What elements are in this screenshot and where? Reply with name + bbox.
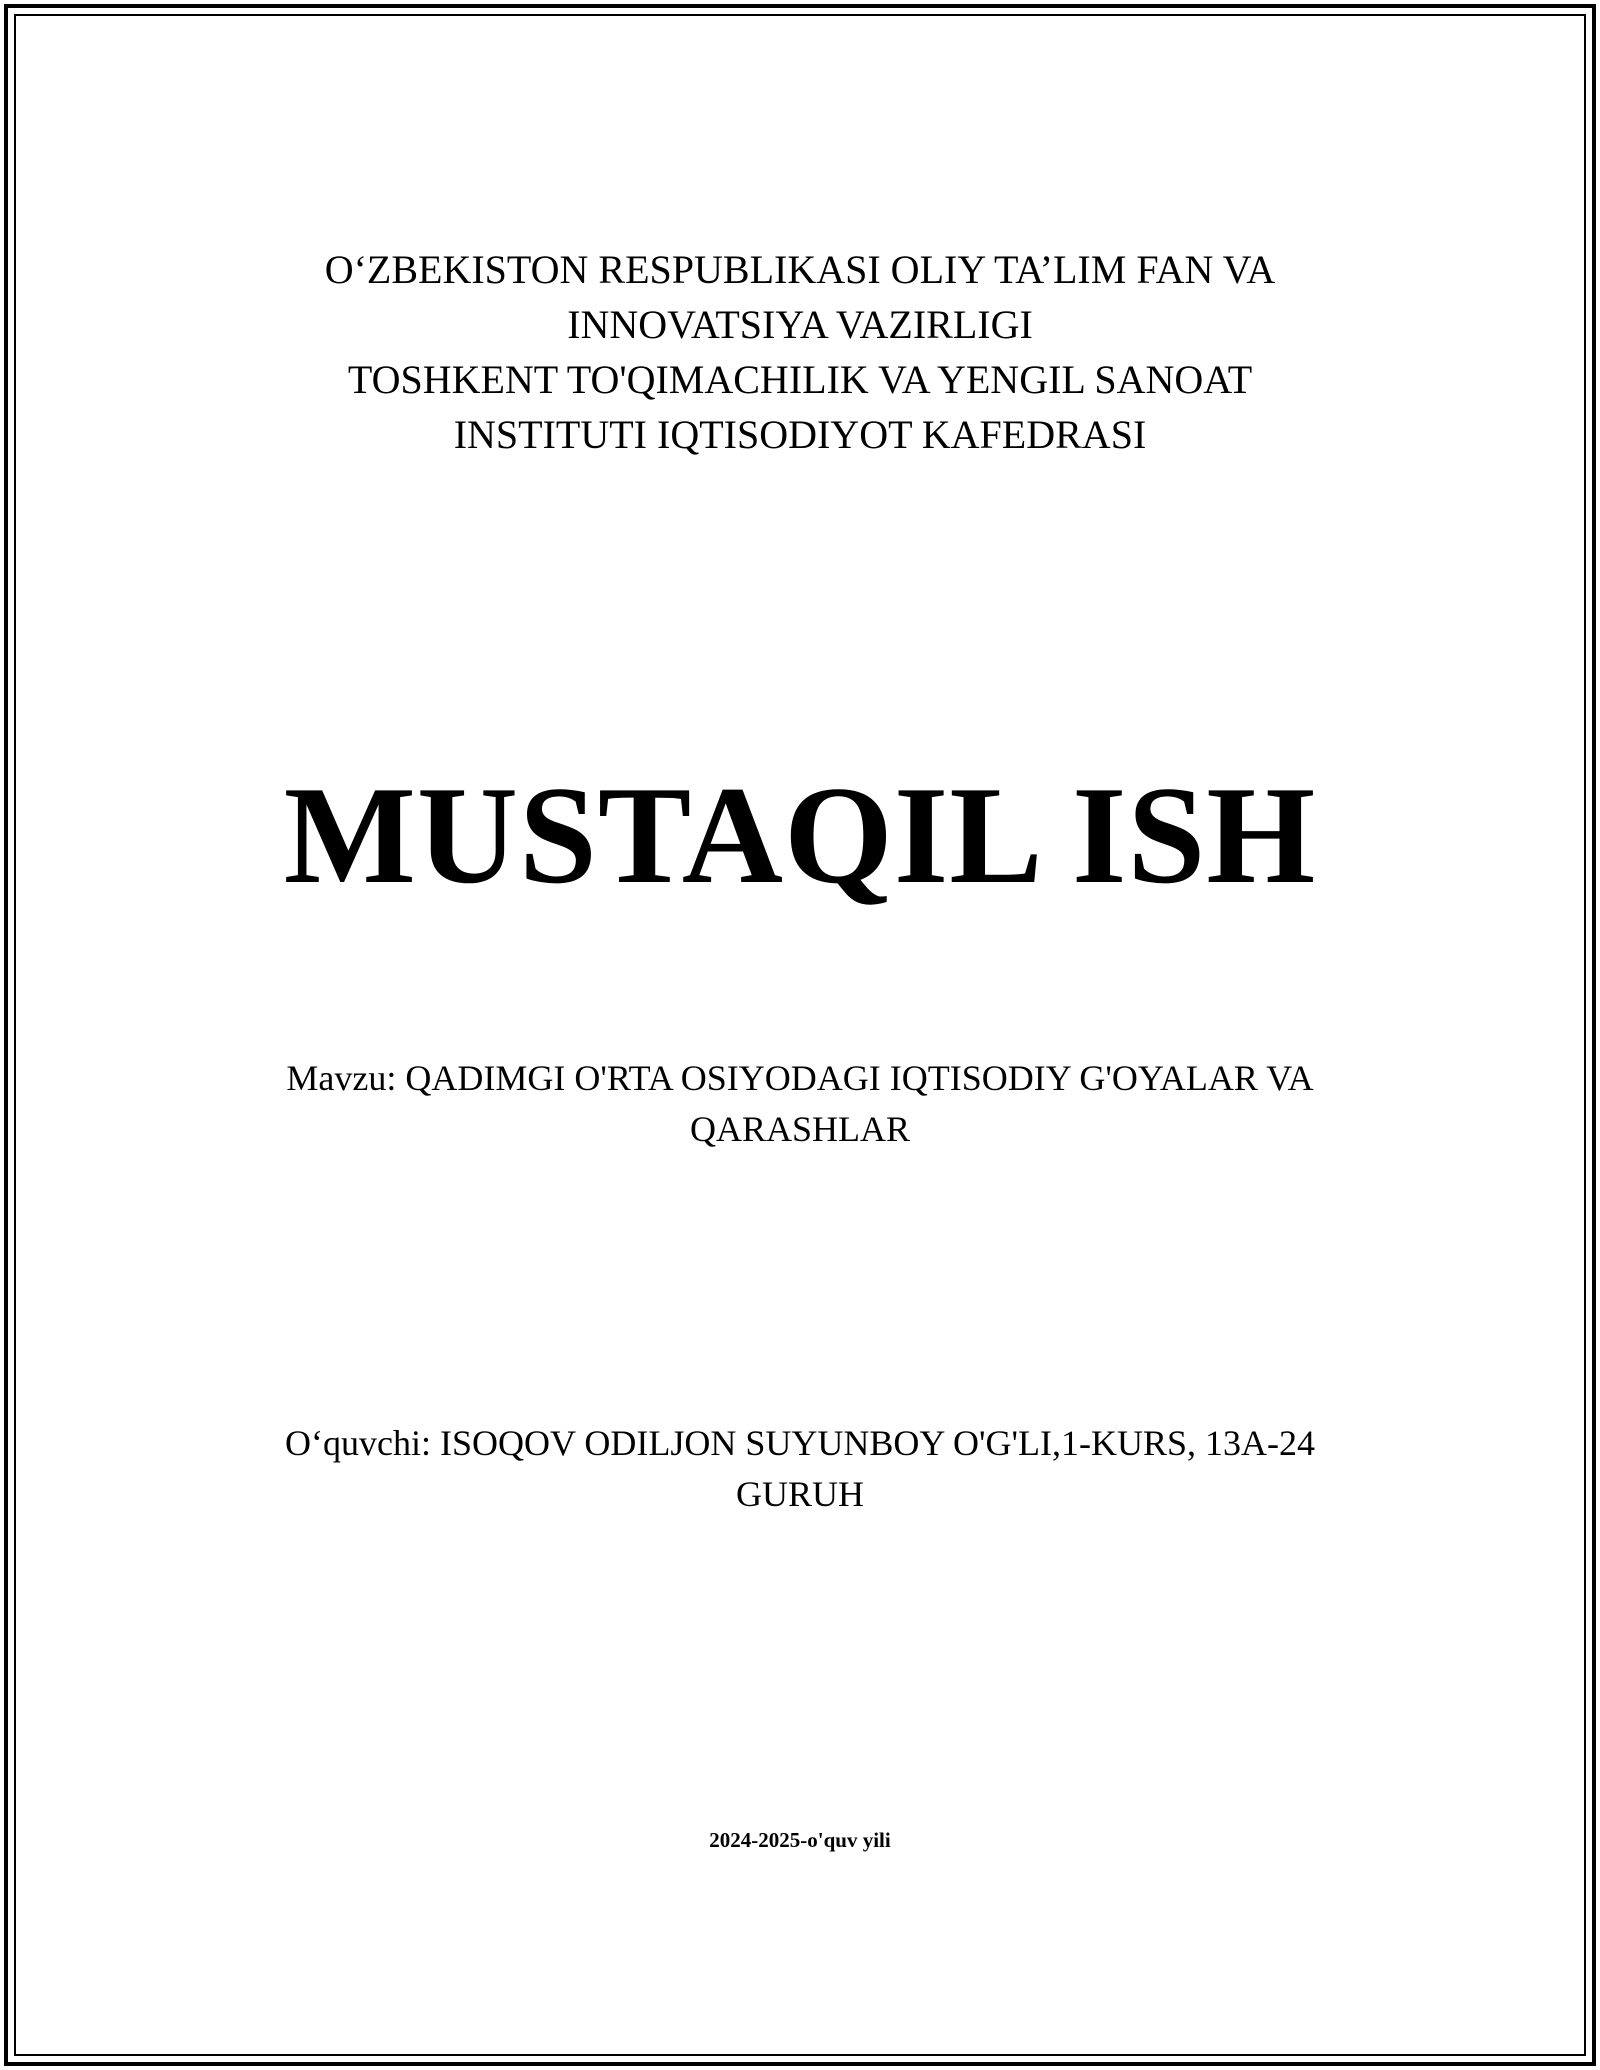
header-line-3: TOSHKENT TO'QIMACHILIK VA YENGIL SANOAT: [347, 357, 1253, 402]
student-section: [0, 1418, 1600, 1520]
topic-section: [0, 1053, 1600, 1155]
document-title: MUSTAQIL ISH: [283, 758, 1317, 913]
student-line-1: O‘quvchi: ISOQOV ODILJON SUYUNBOY O'G'LI,1-KURS, 13A-24: [285, 1423, 1315, 1463]
header-line-2: INNOVATSIYA VAZIRLIGI: [567, 302, 1033, 347]
header-line-1: O‘ZBEKISTON RESPUBLIKASI OLIY TA’LIM FAN VA: [324, 247, 1276, 292]
topic-line-2: QARASHLAR: [689, 1109, 911, 1149]
ministry-header: [0, 242, 1600, 462]
student-line-2: GURUH: [735, 1474, 864, 1514]
header-line-4: INSTITUTI IQTISODIYOT KAFEDRASI: [453, 412, 1147, 457]
academic-year: 2024-2025-o'quv yili: [709, 1828, 891, 1852]
topic-line-1: Mavzu: QADIMGI O'RTA OSIYODAGI IQTISODIY G'OYALAR VA: [286, 1058, 1314, 1098]
